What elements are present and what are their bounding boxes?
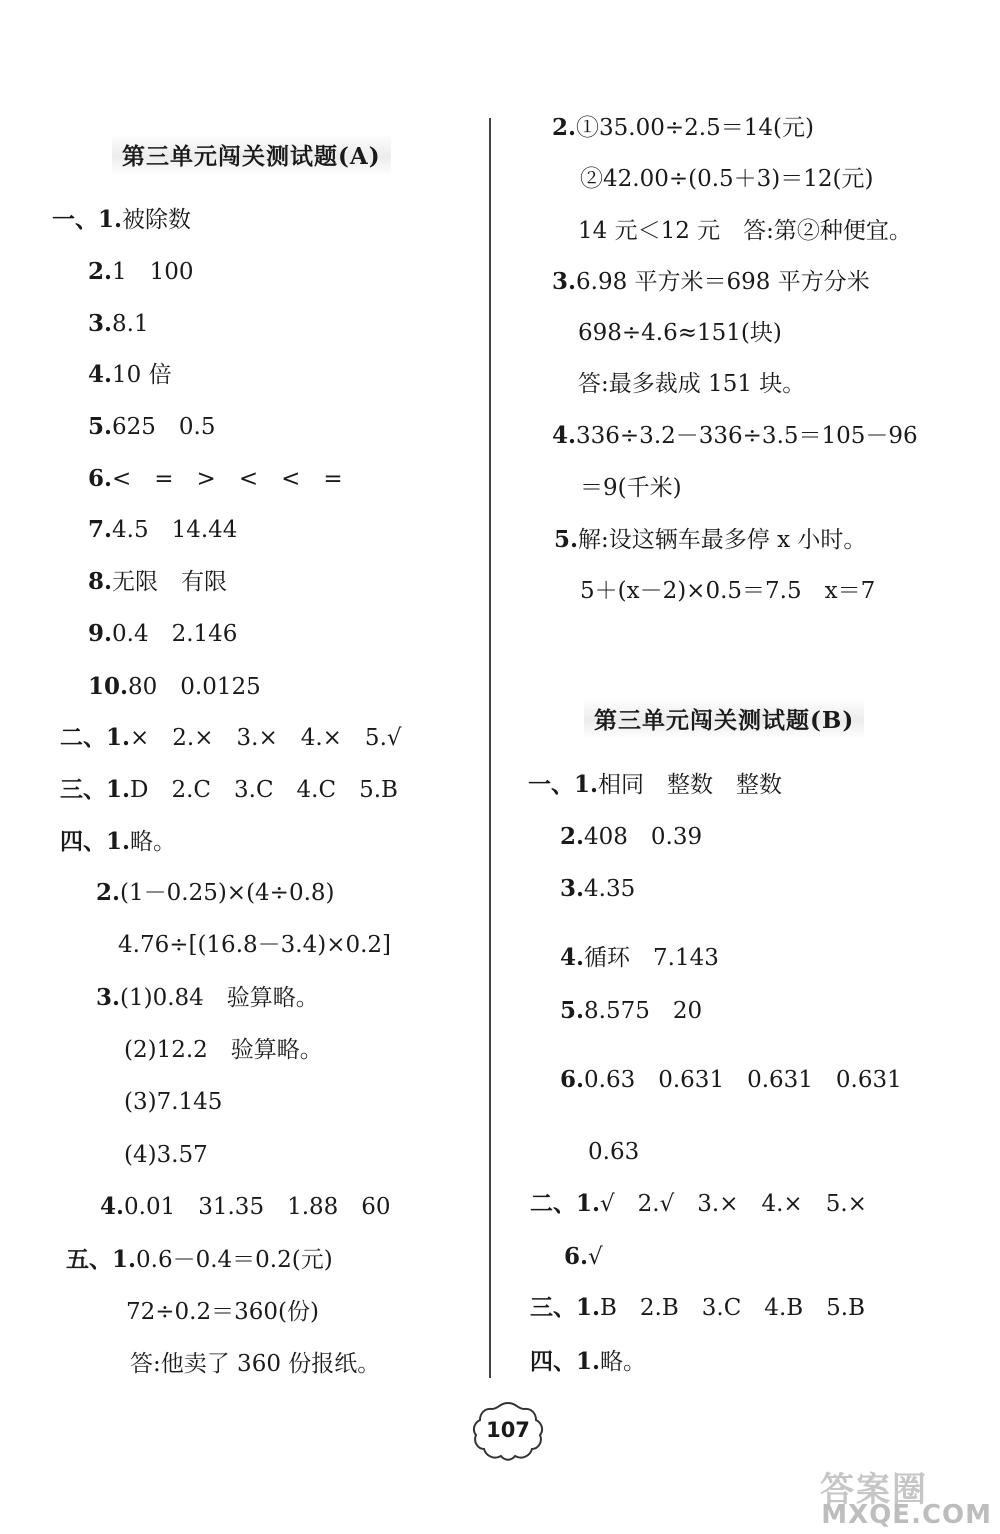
section-title-a: 第三单元闯关测试题(A) [112, 134, 391, 175]
answer-line: 3.6.98 平方米＝698 平方分米 [552, 268, 870, 295]
answer-line: 4.76÷[(16.8－3.4)×0.2] [118, 932, 392, 958]
answer-line: 一、1.相同 整数 整数 [528, 771, 783, 798]
answer-line: 5.625 0.5 [88, 413, 216, 440]
answer-line: 二、1.× 2.× 3.× 4.× 5.√ [60, 724, 402, 751]
answer-line: (4)3.57 [124, 1142, 208, 1168]
answer-line: 3.4.35 [560, 875, 636, 902]
watermark-site: MXQE.COM [821, 1500, 992, 1530]
watermark-logo: 答案圈 [820, 1470, 928, 1510]
answer-line: 3.(1)0.84 验算略。 [96, 984, 319, 1011]
answer-line-repeating-decimal: 4.循环 7.143 [560, 944, 719, 971]
answer-line-repeating-decimal: 9.0.4 2.146 [88, 620, 238, 647]
answer-line: ＝9(千米) [580, 475, 682, 501]
page-number-badge [470, 1400, 546, 1462]
answer-line: 10.80 0.0125 [88, 673, 261, 700]
answer-line: 8.无限 有限 [88, 568, 228, 595]
answer-line: 四、1.略。 [60, 828, 177, 855]
section-title-b: 第三单元闯关测试题(B) [584, 698, 864, 739]
answer-line: 五、1.0.6－0.4＝0.2(元) [66, 1246, 333, 1273]
column-divider [489, 118, 491, 1378]
answer-line-repeating-decimal: 0.63 [588, 1139, 640, 1165]
answer-line: 三、1.B 2.B 3.C 4.B 5.B [530, 1294, 865, 1321]
answer-line: 7.4.5 14.44 [88, 516, 238, 543]
answer-line: 三、1.D 2.C 3.C 4.C 5.B [60, 776, 398, 803]
answer-line: 2.1 100 [88, 258, 194, 285]
answer-line: (2)12.2 验算略。 [124, 1037, 323, 1063]
answer-line: 5＋(x－2)×0.5＝7.5 x＝7 [580, 578, 876, 604]
answer-line: 一、1.被除数 [52, 206, 192, 233]
answer-line: 答:最多裁成 151 块。 [578, 371, 806, 397]
answer-line: 6.< = > < < = [88, 465, 343, 492]
answer-line: 二、1.√ 2.√ 3.× 4.× 5.× [530, 1190, 867, 1217]
answer-line: 答:他卖了 360 份报纸。 [130, 1351, 381, 1377]
answer-line: 2.①35.00÷2.5＝14(元) [552, 114, 814, 141]
answer-line: 四、1.略。 [530, 1348, 647, 1375]
answer-line: 14 元＜12 元 答:第②种便宜。 [578, 218, 912, 244]
answer-line: 698÷4.6≈151(块) [578, 320, 782, 346]
answer-line-repeating-decimal: 6.0.63 0.631 0.631 0.631 [560, 1066, 902, 1093]
page-number: 107 [486, 1418, 530, 1442]
answer-line: 3.8.1 [88, 310, 149, 337]
answer-line: 2.408 0.39 [560, 823, 703, 850]
answer-line: 5.解:设这辆车最多停 x 小时。 [554, 526, 867, 553]
answer-line: 4.336÷3.2－336÷3.5＝105－96 [552, 422, 918, 449]
answer-line: 4.10 倍 [88, 361, 172, 388]
answer-line-repeating-decimal: (3)7.145 [124, 1089, 223, 1115]
answer-line: ②42.00÷(0.5＋3)＝12(元) [580, 166, 874, 192]
answer-line: 2.(1－0.25)×(4÷0.8) [96, 879, 335, 906]
watermark [800, 1460, 1000, 1534]
answer-line: 4.0.01 31.35 1.88 60 [100, 1193, 391, 1220]
answer-line: 5.8.575 20 [560, 997, 703, 1024]
answer-line: 72÷0.2＝360(份) [126, 1299, 319, 1325]
answer-line: 6.√ [564, 1243, 603, 1270]
